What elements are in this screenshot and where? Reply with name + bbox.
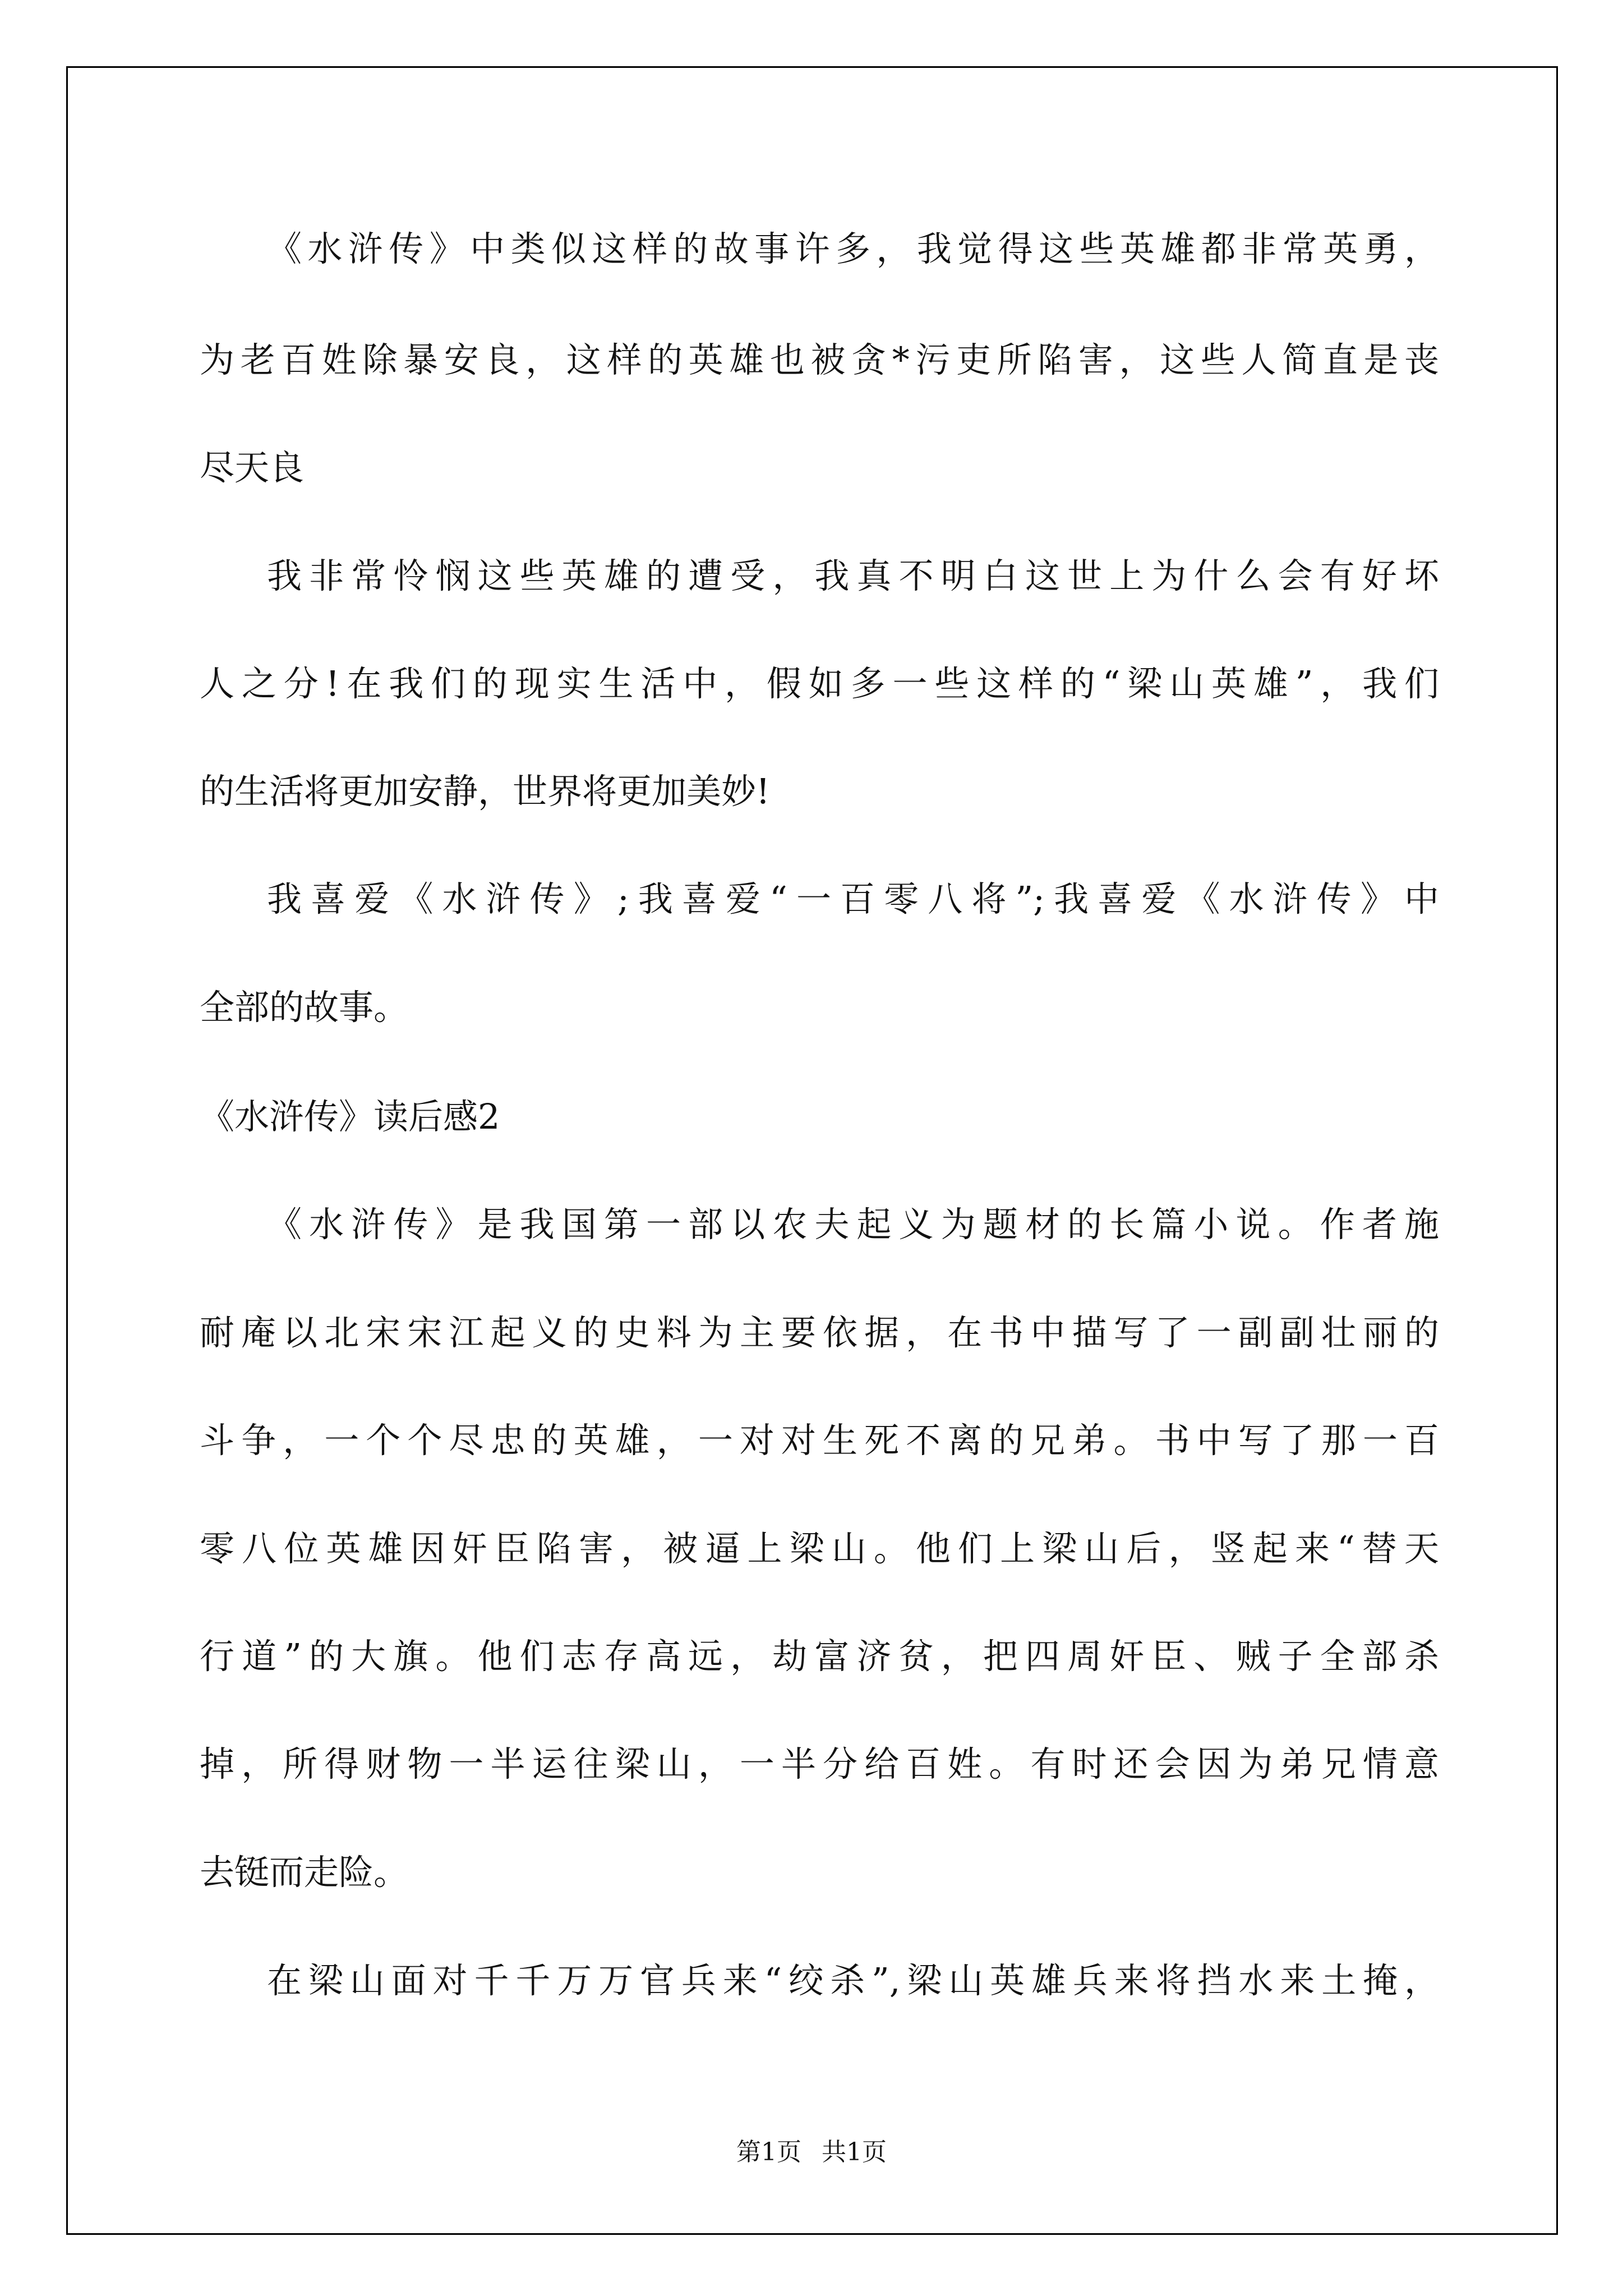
paragraph-3-line-1: 我喜爱《水浒传》;我喜爱“一百零八将”;我喜爱《水浒传》中 [267, 878, 1439, 919]
section-heading: 《水浒传》读后感2 [200, 1096, 500, 1137]
paragraph-1-line-2: 为老百姓除暴安良，这样的英雄也被贪*污吏所陷害，这些人简直是丧 [200, 339, 1439, 380]
paragraph-4-line-3: 斗争，一个个尽忠的英雄，一对对生死不离的兄弟。书中写了那一百 [200, 1420, 1439, 1461]
paragraph-2-line-3: 的生活将更加安静，世界将更加美妙! [200, 771, 770, 812]
paragraph-3-line-2: 全部的故事。 [200, 987, 409, 1028]
paragraph-4-line-2: 耐庵以北宋宋江起义的史料为主要依据，在书中描写了一副副壮丽的 [200, 1312, 1439, 1353]
page-count: 共1页 [822, 2138, 887, 2166]
paragraph-4-line-5: 行道”的大旗。他们志存高远，劫富济贫，把四周奸臣、贼子全部杀 [200, 1636, 1439, 1677]
paragraph-4-line-4: 零八位英雄因奸臣陷害，被逼上梁山。他们上梁山后，竖起来“替天 [200, 1528, 1439, 1569]
page-border [66, 66, 1558, 2235]
page-footer [0, 2132, 1623, 2168]
paragraph-2-line-1: 我非常怜悯这些英雄的遭受，我真不明白这世上为什么会有好坏 [267, 555, 1439, 596]
paragraph-5-line-1: 在梁山面对千千万万官兵来“绞杀”,梁山英雄兵来将挡水来土掩， [267, 1960, 1439, 2001]
paragraph-1-line-3: 尽天良 [200, 447, 305, 488]
paragraph-4-line-6: 掉，所得财物一半运往梁山，一半分给百姓。有时还会因为弟兄情意 [200, 1743, 1439, 1784]
paragraph-2-line-2: 人之分!在我们的现实生活中，假如多一些这样的“梁山英雄”，我们 [200, 663, 1439, 704]
paragraph-1-line-1: 《水浒传》中类似这样的故事许多，我觉得这些英雄都非常英勇， [267, 228, 1439, 269]
paragraph-4-line-7: 去铤而走险。 [200, 1852, 409, 1893]
paragraph-4-line-1: 《水浒传》是我国第一部以农夫起义为题材的长篇小说。作者施 [267, 1204, 1439, 1245]
page-number: 第1页 [736, 2138, 801, 2166]
